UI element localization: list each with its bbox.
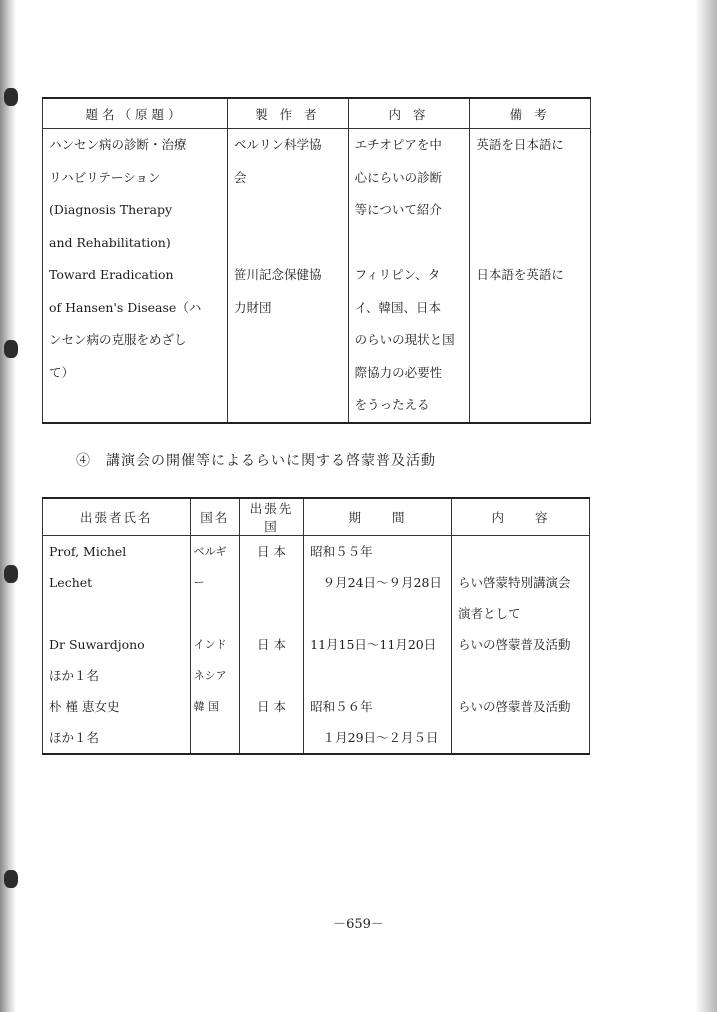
title-line: ハンセン病の診断・治療 (49, 137, 187, 152)
content-cell (451, 536, 589, 755)
header-content: 内 容 (451, 498, 589, 536)
header-country: 国名 (190, 498, 239, 536)
films-table (42, 97, 591, 424)
content-line (458, 722, 583, 753)
content-line (458, 660, 583, 691)
content-line: をうったえる (354, 397, 430, 412)
title-cell (43, 129, 228, 423)
notes-line: 日本語を英語に (476, 267, 564, 282)
content-cell (348, 129, 470, 423)
country-line: 韓 国 (193, 700, 220, 713)
destination-line (246, 567, 297, 598)
destination-line (246, 598, 297, 629)
period-line: 昭和５５年 (310, 544, 373, 559)
name-line: ほか１名 (49, 668, 100, 683)
notes-cell (470, 129, 591, 423)
content-line: 心にらいの診断 (354, 169, 443, 185)
period-line: 昭和５６年 (310, 699, 373, 714)
table-row (43, 129, 591, 423)
binder-hole (4, 870, 18, 888)
producer-line: 笹川記念保健協 (234, 267, 322, 282)
header-name: 出張者氏名 (43, 498, 191, 536)
producer-line: 力財団 (234, 299, 272, 315)
country-line (194, 598, 236, 629)
title-line: ンセン病の克服をめざし (49, 332, 187, 347)
content-line: フィリピン、タ (354, 267, 441, 282)
country-line: ー (193, 576, 205, 589)
table-header-row (43, 98, 591, 129)
title-line: of Hansen's Disease（ハ (49, 299, 202, 315)
notes-line (476, 227, 584, 260)
binder-hole (4, 88, 18, 106)
table-row (43, 536, 590, 755)
name-line: 朴 槿 恵女史 (49, 699, 120, 714)
header-destination: 出張先国 (239, 498, 303, 536)
content-line: らい啓蒙特別講演会 (457, 575, 571, 590)
content-line: エチオピアを中 (354, 137, 442, 152)
destination-line: 日 本 (257, 699, 287, 714)
destination-line (246, 660, 297, 691)
header-period: 期 間 (304, 498, 452, 536)
content-line: 際協力の必要性 (354, 364, 443, 380)
period-line (310, 598, 445, 629)
notes-line (476, 194, 584, 227)
lecture-table (42, 497, 590, 755)
binder-hole (4, 565, 18, 583)
page-edge-shadow (0, 0, 16, 1012)
country-line: ネシア (193, 669, 227, 682)
period-line: ９月24日～９月28日 (310, 575, 442, 590)
period-line: 11月15日～11月20日 (310, 637, 437, 652)
content-line: のらいの現状と国 (354, 332, 455, 347)
section-heading: ④ 講演会の開催等によるらいに関する啓蒙普及活動 (76, 453, 436, 469)
content-line (355, 227, 464, 260)
destination-cell (239, 536, 303, 755)
content-line: らいの啓蒙普及活動 (457, 699, 571, 714)
producer-line: 会 (234, 169, 247, 185)
country-line: インド (193, 638, 227, 651)
table-header-row (43, 498, 590, 536)
content-line (458, 536, 583, 567)
header-content: 内 容 (348, 98, 470, 129)
name-cell (43, 536, 191, 755)
period-line: １月29日～２月５日 (310, 730, 439, 745)
name-line: Dr Suwardjono (49, 637, 145, 652)
producer-line: ベルリン科学協 (234, 137, 322, 152)
header-title: 題名（原題） (43, 98, 228, 129)
name-line: ほか１名 (49, 730, 100, 745)
period-line (310, 660, 445, 691)
country-line: ベルギ (193, 545, 227, 558)
producer-line (234, 227, 342, 260)
name-line: Lechet (49, 575, 93, 590)
country-cell (190, 536, 239, 755)
binder-hole (4, 340, 18, 358)
content-line: 演者として (457, 606, 521, 621)
destination-line: 日 本 (257, 637, 287, 652)
producer-line (234, 194, 342, 227)
content-line: イ、韓国、日本 (354, 299, 442, 315)
producer-cell (228, 129, 349, 423)
title-line: リハビリテーション (49, 169, 161, 185)
title-line: て） (49, 364, 75, 380)
name-line (49, 598, 184, 629)
name-line: Prof, Michel (49, 544, 127, 559)
notes-line: 英語を日本語に (476, 137, 564, 152)
destination-line: 日 本 (257, 544, 287, 559)
notes-line (476, 162, 584, 195)
page-number: －659－ (333, 917, 384, 932)
title-line: and Rehabilitation) (49, 234, 171, 250)
content-line: 等について紹介 (354, 202, 442, 217)
header-notes: 備 考 (470, 98, 591, 129)
page-edge-shadow-right (695, 0, 717, 1012)
title-line (49, 389, 221, 422)
content-line: らいの啓蒙普及活動 (457, 637, 571, 652)
header-producer: 製 作 者 (228, 98, 349, 129)
title-line: Toward Eradication (49, 267, 174, 282)
period-cell (304, 536, 452, 755)
title-line: (Diagnosis Therapy (49, 202, 173, 217)
